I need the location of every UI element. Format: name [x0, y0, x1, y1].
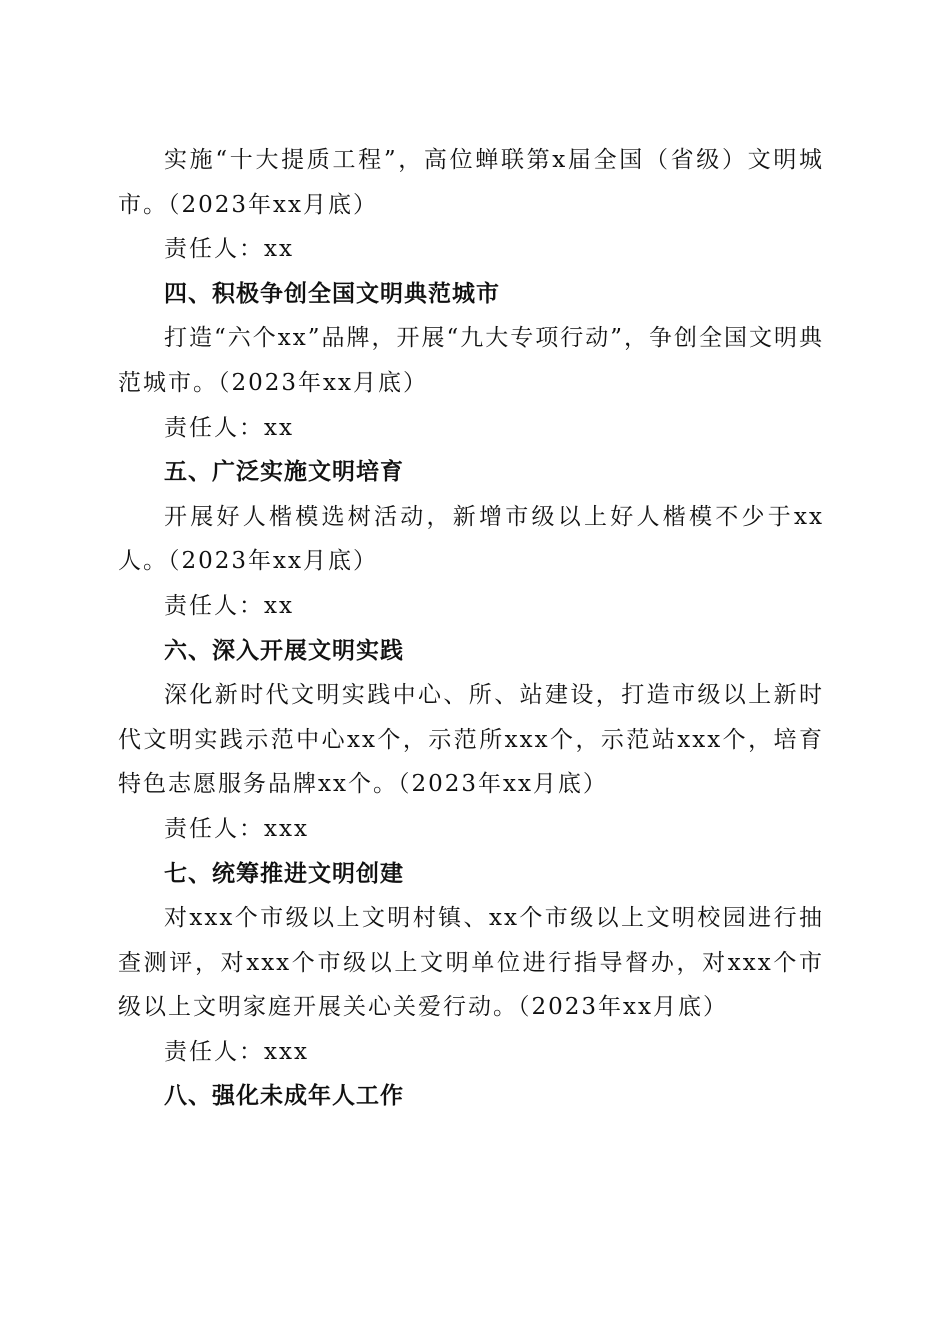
section-heading-7: 七、统筹推进文明创建 — [164, 860, 404, 887]
paragraph-item-6-body: 深化新时代文明实践中心、所、站建设，打造市级以上新时代文明实践示范中心xx个，示范所xxx个，示范站xxx个，培育特色志愿服务品牌xx个。（2023年xx月底） — [118, 682, 824, 798]
responsible-person-7: 责任人：xxx — [164, 1038, 309, 1065]
paragraph-item-4-body: 打造“六个xx”品牌，开展“九大专项行动”，争创全国文明典范城市。（2023年xx月底） — [118, 325, 824, 396]
section-heading-5: 五、广泛实施文明培育 — [164, 459, 404, 486]
paragraph-item-7-body: 对xxx个市级以上文明村镇、xx个市级以上文明校园进行抽查测评，对xxx个市级以上文明单位进行指导督办，对xxx个市级以上文明家庭开展关心关爱行动。（2023年xx月底） — [118, 905, 824, 1021]
section-heading-8: 八、强化未成年人工作 — [164, 1083, 404, 1110]
responsible-person-6: 责任人：xxx — [164, 815, 309, 842]
paragraph-item-3-body: 实施“十大提质工程”，高位蝉联第x届全国（省级）文明城市。（2023年xx月底） — [118, 147, 824, 218]
responsible-person-5: 责任人：xx — [164, 592, 294, 619]
responsible-person-3: 责任人：xx — [164, 236, 294, 263]
section-heading-6: 六、深入开展文明实践 — [164, 637, 404, 664]
responsible-person-4: 责任人：xx — [164, 414, 294, 441]
paragraph-item-5-body: 开展好人楷模选树活动，新增市级以上好人楷模不少于xx人。（2023年xx月底） — [118, 503, 824, 575]
section-heading-4: 四、积极争创全国文明典范城市 — [164, 280, 500, 307]
document-body — [118, 138, 824, 1119]
